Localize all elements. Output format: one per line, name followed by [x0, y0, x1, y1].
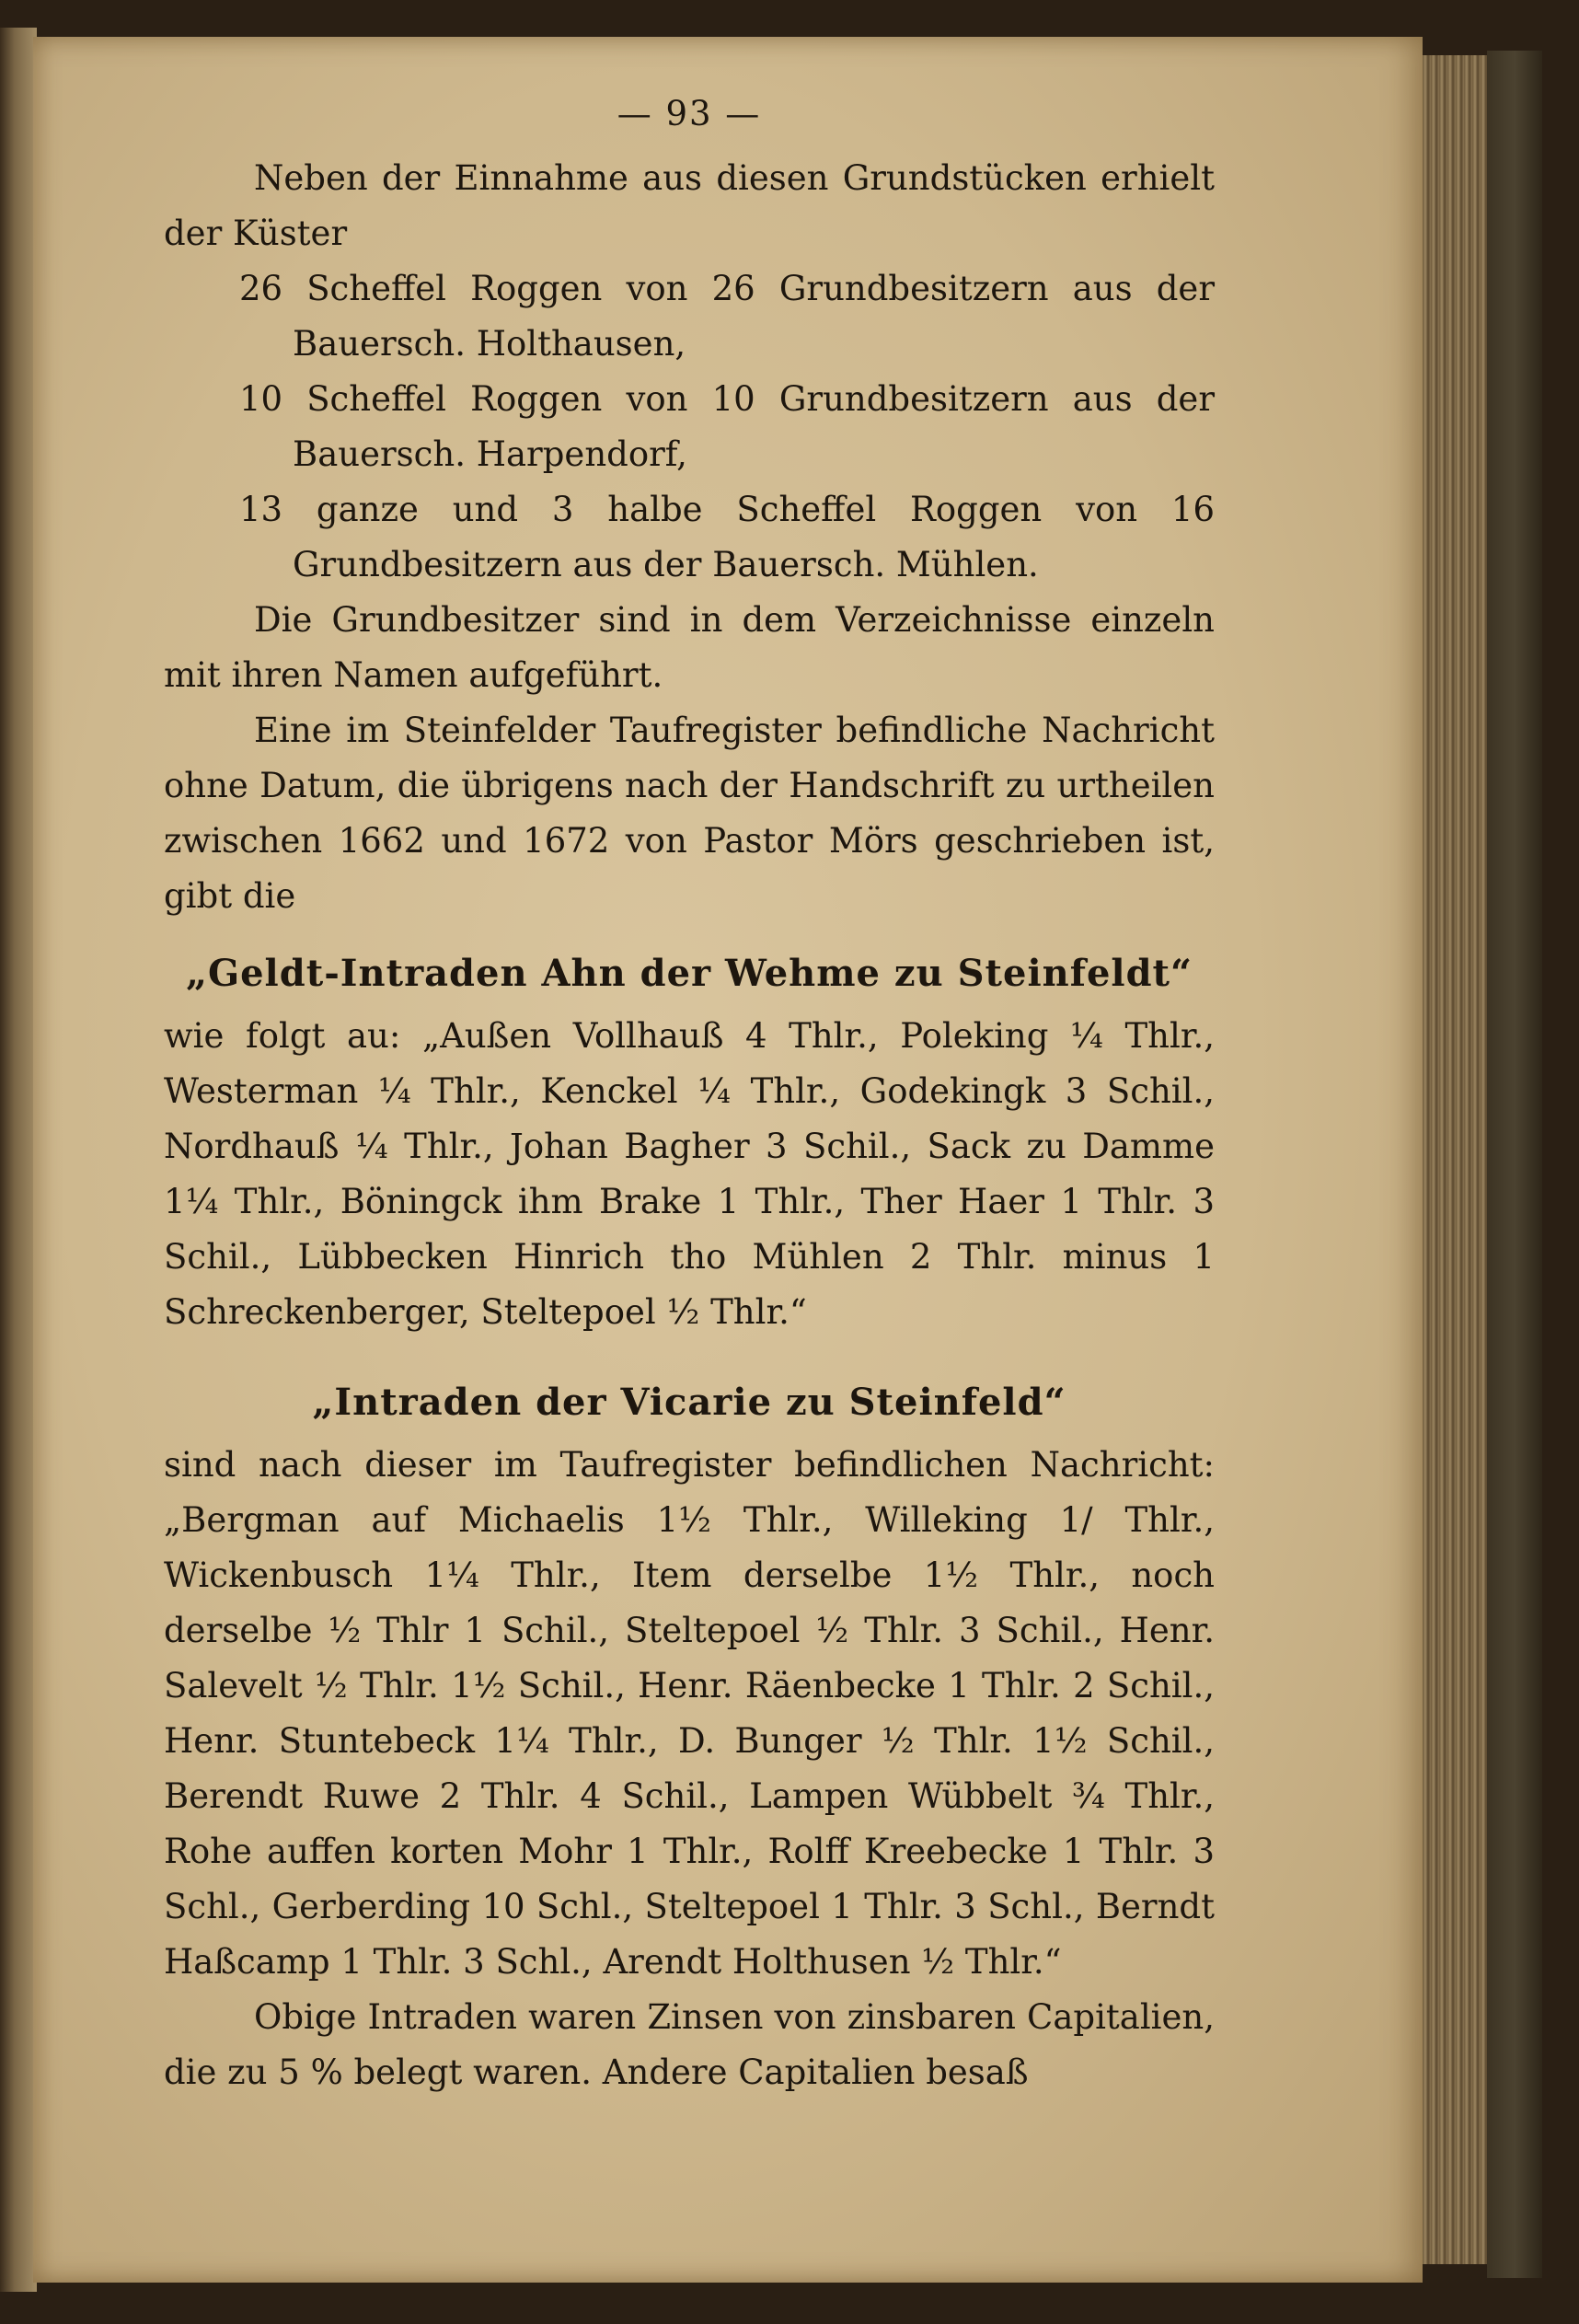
list-item-holthausen: 26 Scheffel Roggen von 26 Grundbesitzern aus der Bauersch. Holthausen,	[239, 269, 1215, 364]
paragraph-vicarie-list: sind nach dieser im Taufregister befindlichen Nachricht: „Bergman auf Michaelis 1½ Thlr., Willeking 1/ Thlr., Wickenbusch 1¼ Thlr., Item derselbe 1½ Thlr., noch derselbe ½ Thlr 1 Schil., Steltepoel ½ Thlr. 3 Schil., Henr. Salevelt ½ Thlr. 1½ Schil., Henr. Räenbecke 1 Thlr. 2 Schil., Henr. Stuntebeck 1¼ Thlr., D. Bunger ½ Thlr. 1½ Schil., Berendt Ruwe 2 Thlr. 4 Schil., Lampen Wübbelt ¾ Thlr., Rohe auffen korten Mohr 1 Thlr., Rolff Kreebecke 1 Thlr. 3 Schl., Gerberding 10 Schl., Steltepoel 1 Thlr. 3 Schl., Berndt Haßcamp 1 Thlr. 3 Schl., Arendt Holthusen ½ Thlr.“	[164, 1445, 1215, 1982]
list-item-harpendorf: 10 Scheffel Roggen von 10 Grundbesitzern aus der Bauersch. Harpendorf,	[239, 379, 1215, 474]
paragraph-grundbesitzer: Die Grundbesitzer sind in dem Verzeichnisse einzeln mit ihren Namen aufgeführt.	[164, 600, 1215, 695]
page-stack-edge	[1423, 55, 1487, 2264]
page-text	[164, 87, 1215, 2100]
previous-page-edge	[0, 28, 37, 2292]
heading-intraden-vicarie: „Intraden der Vicarie zu Steinfeld“	[312, 1381, 1066, 1424]
paragraph-taufregister: Eine im Steinfelder Taufregister befindliche Nachricht ohne Datum, die übrigens nach der Handschrift zu urtheilen zwischen 1662 und 1672 von Pastor Mörs geschrieben ist, gibt die	[164, 711, 1215, 916]
list-item-muehlen: 13 ganze und 3 halbe Scheffel Roggen von 16 Grundbesitzern aus der Bauersch. Mühlen.	[239, 490, 1215, 584]
heading-geldt-intraden: „Geldt-Intraden Ahn der Wehme zu Steinfeldt“	[185, 952, 1193, 995]
paragraph-closing: Obige Intraden waren Zinsen von zinsbaren Capitalien, die zu 5 % belegt waren. Andere Capitalien besaß	[164, 1997, 1215, 2092]
paragraph-geldt-intraden-list: wie folgt au: „Außen Vollhauß 4 Thlr., Poleking ¼ Thlr., Westerman ¼ Thlr., Kenckel ¼ Thlr., Godekingk 3 Schil., Nordhauß ¼ Thlr., Johan Bagher 3 Schil., Sack zu Damme 1¼ Thlr., Böningck ihm Brake 1 Thlr., Ther Haer 1 Thlr. 3 Schil., Lübbecken Hinrich tho Mühlen 2 Thlr. minus 1 Schreckenberger, Steltepoel ½ Thlr.“	[164, 1016, 1215, 1332]
paragraph-intro: Neben der Einnahme aus diesen Grundstücken erhielt der Küster	[164, 158, 1215, 253]
book-cover-edge	[1487, 51, 1542, 2278]
page-number: — 93 —	[617, 94, 762, 133]
